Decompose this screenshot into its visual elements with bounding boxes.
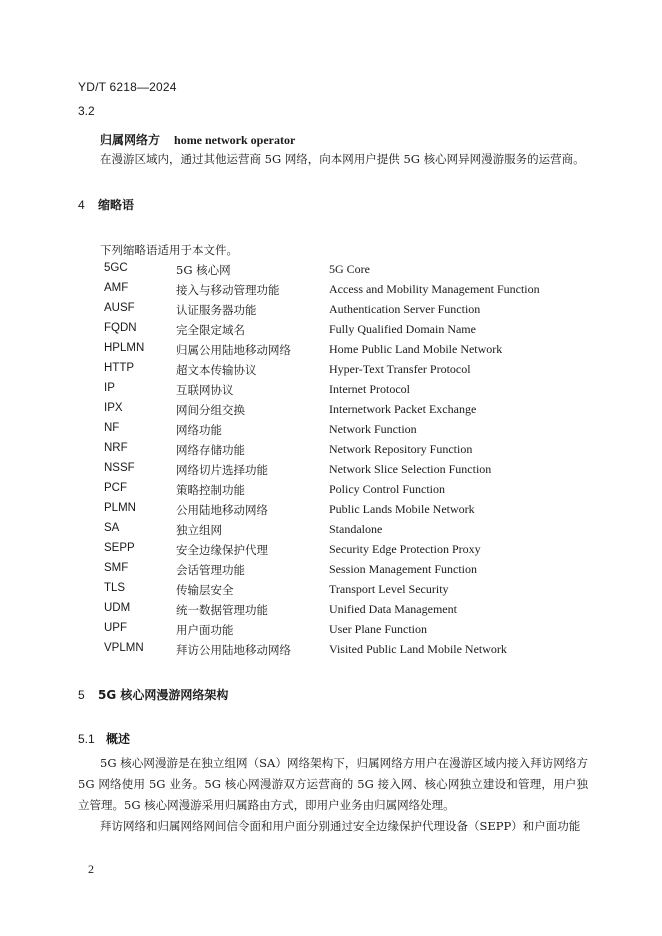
abbreviation-zh: 认证服务器功能 (176, 303, 257, 317)
abbreviation-code: HPLMN (104, 342, 145, 354)
abbreviation-code: HTTP (104, 362, 135, 374)
section-5-number: 5 (78, 688, 85, 702)
abbreviation-code: PCF (104, 482, 127, 494)
abbreviation-zh: 策略控制功能 (176, 483, 245, 497)
abbreviation-en: Network Slice Selection Function (329, 462, 492, 476)
abbreviation-row (100, 462, 580, 482)
abbreviation-code: NF (104, 422, 120, 434)
clause-number: 3.2 (78, 104, 95, 118)
abbreviation-row (100, 582, 580, 602)
abbreviation-code: AUSF (104, 302, 135, 314)
abbreviation-code: 5GC (104, 262, 128, 274)
abbreviation-row (100, 482, 580, 502)
standard-code: YD/T 6218—2024 (78, 80, 177, 94)
abbreviation-code: SEPP (104, 542, 135, 554)
abbreviation-code: UPF (104, 622, 127, 634)
overview-paragraphs (78, 753, 588, 837)
abbreviation-en: Transport Level Security (329, 582, 449, 596)
abbreviation-zh: 互联网协议 (176, 383, 234, 397)
abbreviation-row (100, 602, 580, 622)
section-4-number: 4 (78, 198, 85, 212)
abbreviation-code: IPX (104, 402, 123, 414)
abbreviation-code: NRF (104, 442, 128, 454)
abbreviation-row (100, 502, 580, 522)
abbreviation-en: Unified Data Management (329, 602, 457, 616)
abbreviation-en: Standalone (329, 522, 383, 536)
term-en: home network operator (174, 133, 296, 147)
abbreviation-row (100, 322, 580, 342)
section-4-heading (78, 196, 134, 213)
abbreviation-code: UDM (104, 602, 131, 614)
abbreviation-zh: 统一数据管理功能 (176, 603, 268, 617)
abbreviation-zh: 拜访公用陆地移动网络 (176, 643, 291, 657)
abbreviation-en: Internet Protocol (329, 382, 410, 396)
abbreviation-zh: 用户面功能 (176, 623, 234, 637)
abbreviation-zh: 网络存储功能 (176, 443, 245, 457)
abbreviation-row (100, 522, 580, 542)
abbreviation-code: IP (104, 382, 115, 394)
abbreviation-en: Internetwork Packet Exchange (329, 402, 477, 416)
abbreviation-zh: 安全边缘保护代理 (176, 543, 268, 557)
abbreviation-row (100, 382, 580, 402)
abbreviation-zh: 完全限定域名 (176, 323, 245, 337)
abbreviations-table (100, 262, 580, 662)
term-definition: 在漫游区域内，通过其他运营商 5G 网络，向本网用户提供 5G 核心网异网漫游服务的运营商。 (100, 152, 585, 166)
abbreviation-code: TLS (104, 582, 126, 594)
abbreviation-en: Public Lands Mobile Network (329, 502, 475, 516)
abbreviation-row (100, 362, 580, 382)
abbreviation-en: Authentication Server Function (329, 302, 481, 316)
abbreviation-zh: 网络切片选择功能 (176, 463, 268, 477)
section-5-1-heading (78, 730, 130, 747)
abbreviation-code: NSSF (104, 462, 135, 474)
abbreviation-row (100, 562, 580, 582)
abbreviation-en: Hyper-Text Transfer Protocol (329, 362, 471, 376)
abbreviation-row (100, 542, 580, 562)
abbreviation-zh: 超文本传输协议 (176, 363, 257, 377)
abbreviation-zh: 5G 核心网 (176, 263, 231, 277)
abbreviation-en: 5G Core (329, 262, 370, 276)
section-5-1-title: 概述 (106, 732, 131, 746)
overview-paragraph-2: 拜访网络和归属网络网间信令面和用户面分别通过安全边缘保护代理设备（SEPP）和户面功能 (100, 819, 581, 833)
abbreviation-row (100, 622, 580, 642)
abbreviation-code: SA (104, 522, 120, 534)
abbreviations-intro: 下列缩略语适用于本文件。 (100, 243, 238, 257)
abbreviation-en: User Plane Function (329, 622, 427, 636)
abbreviation-en: Session Management Function (329, 562, 477, 576)
abbreviation-row (100, 302, 580, 322)
abbreviation-zh: 公用陆地移动网络 (176, 503, 268, 517)
overview-paragraph-1: 5G 核心网漫游是在独立组网（SA）网络架构下，归属网络方用户在漫游区域内接入拜访网络方 5G 网络使用 5G 业务。5G 核心网漫游双方运营商的 5G 接入网、核心网独立建设和管理，用户独立管理。5G 核心网漫游采用归属路由方式，即用户业务由归属网络处理。 (78, 756, 588, 812)
abbreviation-code: VPLMN (104, 642, 144, 654)
abbreviation-zh: 接入与移动管理功能 (176, 283, 280, 297)
abbreviation-row (100, 262, 580, 282)
abbreviation-zh: 传输层安全 (176, 583, 234, 597)
abbreviation-code: SMF (104, 562, 129, 574)
section-5-1-number: 5.1 (78, 732, 95, 746)
page-number: 2 (88, 862, 94, 876)
term-zh: 归属网络方 (100, 133, 161, 147)
abbreviation-zh: 网间分组交换 (176, 403, 245, 417)
abbreviation-row (100, 422, 580, 442)
abbreviation-row (100, 402, 580, 422)
abbreviation-en: Access and Mobility Management Function (329, 282, 540, 296)
section-5-title: 5G 核心网漫游网络架构 (98, 688, 229, 702)
abbreviation-en: Home Public Land Mobile Network (329, 342, 503, 356)
term-heading (100, 131, 295, 148)
abbreviation-code: FQDN (104, 322, 137, 334)
abbreviation-row (100, 342, 580, 362)
abbreviation-code: AMF (104, 282, 129, 294)
abbreviation-en: Visited Public Land Mobile Network (329, 642, 507, 656)
abbreviation-en: Fully Qualified Domain Name (329, 322, 476, 336)
abbreviation-en: Policy Control Function (329, 482, 446, 496)
abbreviation-zh: 会话管理功能 (176, 563, 245, 577)
abbreviation-en: Network Repository Function (329, 442, 473, 456)
abbreviation-zh: 独立组网 (176, 523, 222, 537)
section-4-title: 缩略语 (98, 198, 135, 212)
abbreviation-en: Network Function (329, 422, 417, 436)
abbreviation-row (100, 442, 580, 462)
abbreviation-zh: 网络功能 (176, 423, 222, 437)
abbreviation-code: PLMN (104, 502, 136, 514)
abbreviation-zh: 归属公用陆地移动网络 (176, 343, 291, 357)
section-5-heading (78, 686, 228, 703)
abbreviation-row (100, 642, 580, 662)
abbreviation-row (100, 282, 580, 302)
abbreviation-en: Security Edge Protection Proxy (329, 542, 481, 556)
